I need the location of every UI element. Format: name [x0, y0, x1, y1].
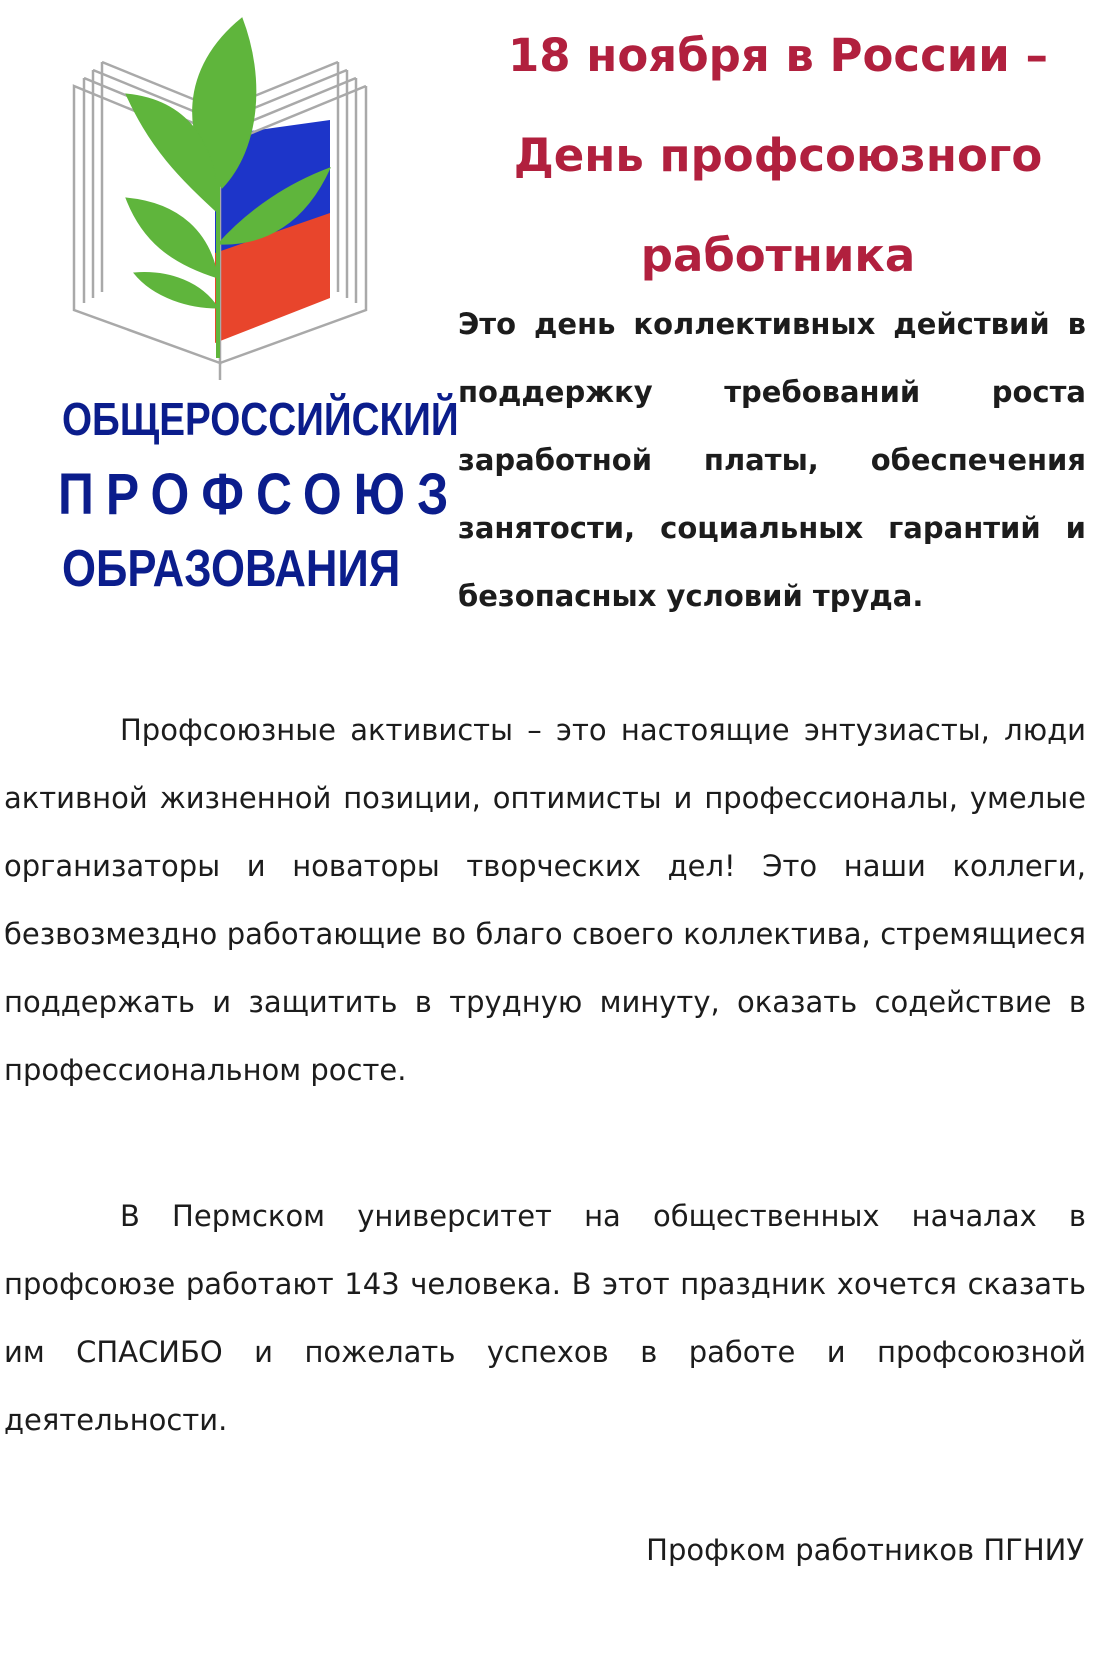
signature: Профком работников ПГНИУ [646, 1533, 1084, 1567]
body-paragraph-perm-university: В Пермском университет на общественных началах в профсоюзе работают 143 человека. В этот праздник хочется сказать им СПАСИБО и пожелать успехов в работе и профсоюзной деятельности. [4, 1199, 1086, 1437]
headline-line-3: работника [640, 229, 916, 282]
headline [458, 6, 1098, 306]
logo-text-line-1: ОБЩЕРОССИЙСКИЙ [62, 393, 459, 445]
logo-text-line-3: ОБРАЗОВАНИЯ [62, 540, 401, 598]
logo-text-line-2: ПРОФСОЮЗ [58, 462, 461, 527]
intro-paragraph: Это день коллективных действий в поддержку требований роста заработной платы, обеспечения занятости, социальных гарантий и безопасных условий труда. [458, 307, 1086, 613]
headline-line-1: 18 ноября в России – [508, 29, 1048, 82]
headline-line-2: День профсоюзного [513, 129, 1043, 182]
book-leaf-flag-emblem [30, 8, 430, 388]
body-paragraph-activists: Профсоюзные активисты – это настоящие энтузиасты, люди активной жизненной позиции, оптимисты и профессионалы, умелые организаторы и новаторы творческих дел! Это наши коллеги, безвозмездно работающие во благо своего коллектива, стремящиеся поддержать и защитить в трудную минуту, оказать содействие в профессиональном росте. [4, 713, 1086, 1087]
union-logo [30, 8, 461, 608]
